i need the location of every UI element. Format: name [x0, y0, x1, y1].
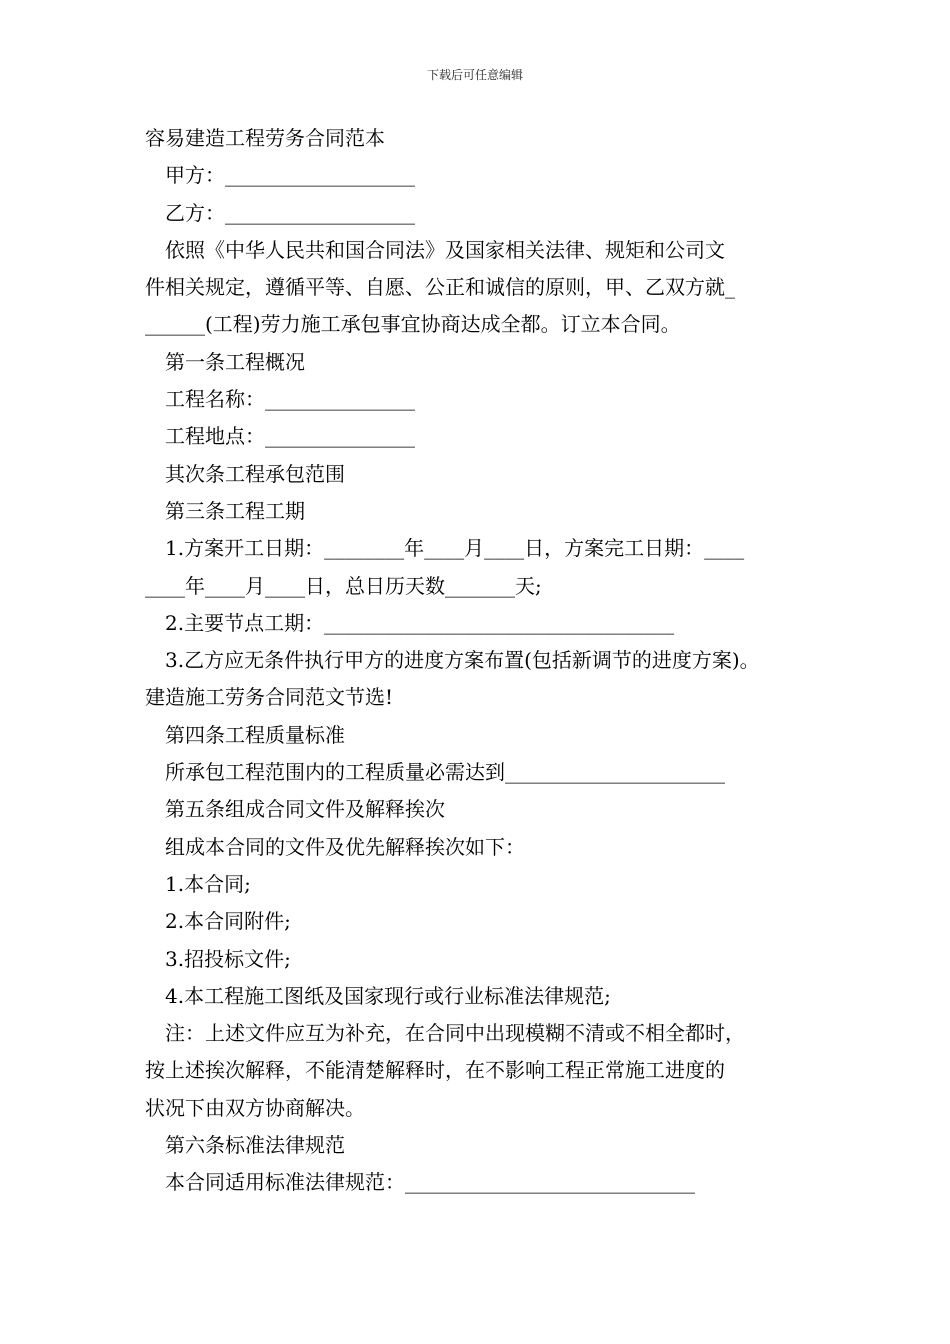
document-line: 件相关规定，遵循平等、自愿、公正和诚信的原则，甲、乙双方就_ — [145, 275, 735, 300]
document-title: 容易建造工程劳务合同范本 — [145, 126, 385, 150]
document-line: 本合同适用标准法律规范：_____________________________ — [165, 1170, 695, 1195]
document-line: 工程地点：_______________ — [165, 424, 415, 449]
document-line: 依照《中华人民共和国合同法》及国家相关法律、规矩和公司文 — [165, 237, 725, 262]
document-line: 注：上述文件应互为补充，在合同中出现模糊不清或不相全都时， — [165, 1021, 745, 1046]
document-line: 乙方：___________________ — [165, 200, 415, 225]
header-note: 下载后可任意编辑 — [426, 68, 523, 82]
document-line: 状况下由双方协商解决。 — [145, 1095, 365, 1120]
document-line: 第一条工程概况 — [165, 349, 305, 374]
document-line: ____年____月____日，总日历天数_______天; — [145, 573, 542, 598]
document-line: 3.招投标文件; — [165, 946, 291, 971]
document-line: 组成本合同的文件及优先解释挨次如下： — [165, 834, 525, 859]
document-line: 第五条组成合同文件及解释挨次 — [165, 797, 445, 822]
document-line: 工程名称：_______________ — [165, 387, 415, 412]
document-line: 1.方案开工日期：________年____月____日，方案完工日期：____ — [165, 536, 745, 561]
document-line: 建造施工劳务合同范文节选! — [145, 685, 394, 710]
document-line: 4.本工程施工图纸及国家现行或行业标准法律规范; — [165, 983, 611, 1008]
document-line: 甲方：___________________ — [165, 163, 415, 188]
document-line: 其次条工程承包范围 — [165, 461, 345, 486]
document-line: 2.主要节点工期：___________________________________ — [165, 610, 675, 635]
document-line: 所承包工程范围内的工程质量必需达到______________________ — [165, 760, 725, 785]
document-line: 第六条标准法律规范 — [165, 1133, 345, 1158]
document-body — [145, 120, 815, 1202]
document-line: 2.本合同附件; — [165, 909, 291, 934]
document-line: 按上述挨次解释，不能清楚解释时，在不影响工程正常施工进度的 — [145, 1058, 725, 1083]
document-line: 第四条工程质量标准 — [165, 722, 345, 747]
document-line: 1.本合同; — [165, 871, 251, 896]
document-line: 3.乙方应无条件执行甲方的进度方案布置(包括新调节的进度方案)。 — [165, 648, 760, 673]
document-line: 第三条工程工期 — [165, 498, 305, 523]
document-line: ______(工程)劳力施工承包事宜协商达成全都。订立本合同。 — [145, 312, 681, 337]
